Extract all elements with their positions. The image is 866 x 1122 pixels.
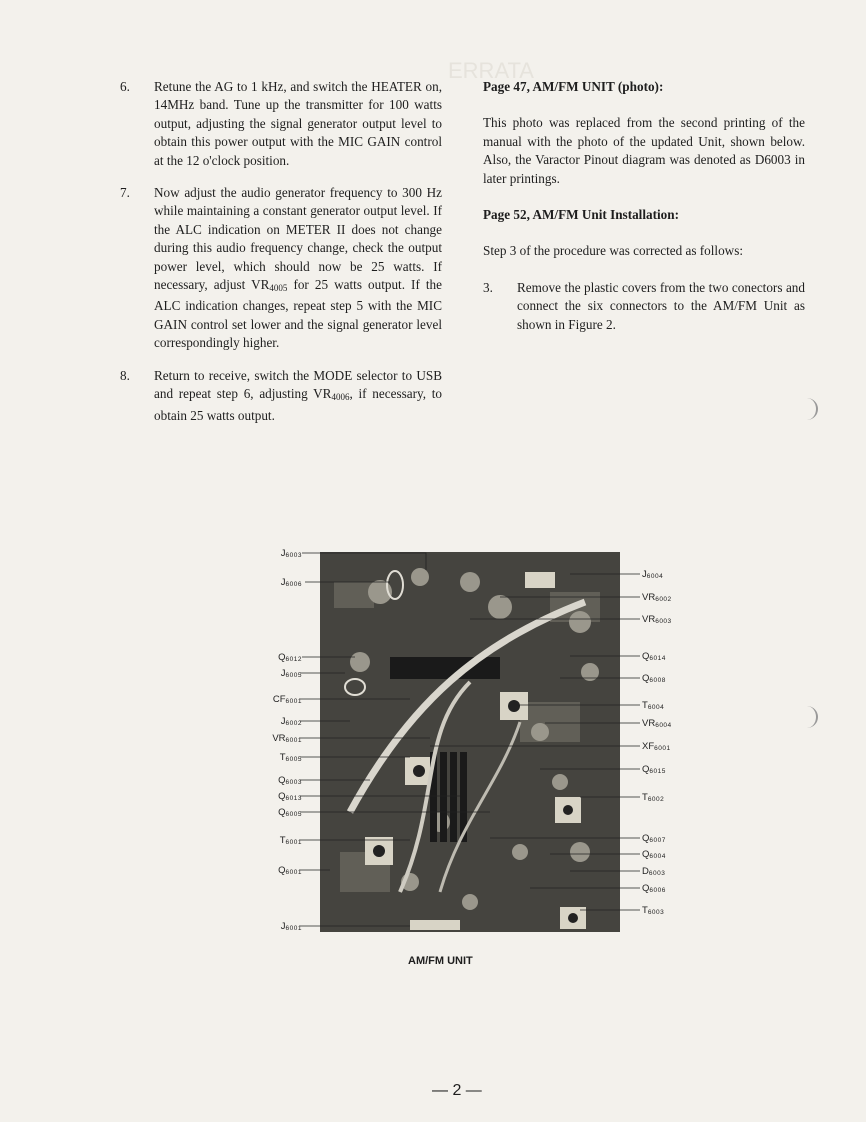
label-number: 6005	[285, 672, 302, 679]
label-base: Q	[278, 791, 286, 802]
label-number: 6004	[649, 853, 666, 860]
label-number: 6003	[647, 909, 665, 916]
label-number: 6013	[285, 795, 302, 802]
procedure-step	[120, 367, 442, 425]
label-base: Q	[642, 651, 650, 662]
label-number: 6006	[649, 887, 666, 894]
label-number: 6008	[649, 677, 666, 684]
step-number: 7.	[120, 185, 130, 201]
label-base: J	[642, 569, 647, 580]
label-base: T	[279, 835, 286, 846]
label-number: 6014	[649, 655, 666, 662]
text-run: Return to receive, switch the MODE selector to USB and repeat step 6, adjusting VR	[154, 367, 442, 402]
label-base: T	[642, 792, 648, 803]
label-base: T	[642, 700, 648, 711]
text-run: Retune the AG to 1 kHz, and switch the HEATER on, 14MHz band. Tune up the transmitter for 100 watts output, adjusting the signal generator output level to obtain this power output with the MIC GAIN control at the 12 o'clock position.	[154, 79, 442, 168]
step-number: 3.	[483, 279, 493, 295]
label-base: Q	[278, 865, 286, 876]
label-number: 6012	[285, 656, 302, 663]
label-base: J	[280, 716, 286, 727]
bleed-through-text: ERRATA	[448, 58, 534, 83]
label-base: XF	[642, 741, 655, 752]
label-number: 6005	[285, 756, 302, 763]
label-base: Q	[642, 673, 650, 684]
binder-hole	[800, 706, 818, 728]
label-number: 6002	[655, 596, 672, 603]
step-number: 8.	[120, 367, 130, 383]
label-number: 6005	[285, 811, 302, 818]
label-number: 6007	[649, 837, 666, 844]
para-step3-intro: Step 3 of the procedure was corrected as follows:	[483, 243, 743, 259]
para-photo-replaced: This photo was replaced from the second printing of the manual with the photo of the updated Unit, shown below. Also, the Varactor Pinout diagram was denoted as D6003 in later printings.	[483, 115, 805, 186]
label-base: J	[280, 921, 286, 932]
subscript: 4005	[269, 283, 288, 294]
label-base: VR	[642, 614, 656, 625]
heading-page-52: Page 52, AM/FM Unit Installation:	[483, 207, 679, 223]
text-run: , if necessary, to obtain 25 watts output.	[154, 386, 442, 423]
label-base: T	[642, 905, 648, 916]
label-base: T	[279, 752, 286, 763]
label-number: 6015	[649, 768, 666, 775]
procedure-step	[120, 78, 442, 170]
heading-page-47: Page 47, AM/FM UNIT (photo):	[483, 79, 664, 94]
corrected-step-3	[483, 279, 805, 334]
subscript: 4006	[331, 392, 350, 403]
label-number: 6003	[655, 618, 672, 625]
label-number: 6001	[285, 925, 302, 932]
label-base: Q	[642, 849, 650, 860]
photo-caption: AM/FM UNIT	[408, 955, 473, 967]
step-text	[154, 367, 442, 425]
label-number: 6001	[285, 698, 302, 705]
label-number: 6001	[654, 745, 671, 752]
label-base: VR	[642, 592, 656, 603]
text-run: for 25 watts output. If the ALC indication changes, repeat step 5 with the MIC GAIN control set lower and the signal generator level correspondingly higher.	[154, 277, 443, 351]
label-base: VR	[642, 718, 656, 729]
label-base: J	[280, 668, 286, 679]
label-base: D	[642, 866, 649, 877]
label-base: VR	[272, 733, 286, 744]
label-number: 6004	[646, 573, 664, 580]
label-base: Q	[278, 652, 286, 663]
label-number: 6004	[647, 704, 665, 711]
procedure-step	[120, 184, 442, 353]
label-base: Q	[642, 833, 650, 844]
step-text	[154, 184, 442, 353]
binder-hole	[800, 398, 818, 420]
callout-lines	[260, 540, 690, 940]
label-number: 6003	[648, 870, 666, 877]
step-text: Remove the plastic covers from the two conectors and connect the six connectors to the AM/FM Unit as shown in Figure 2.	[517, 279, 805, 332]
label-number: 6001	[285, 869, 302, 876]
label-base: J	[280, 577, 286, 588]
label-number: 6001	[285, 839, 302, 846]
label-base: Q	[642, 883, 650, 894]
text-run: Now adjust the audio generator frequency to 300 Hz while maintaining a constant generator output level. If the ALC indication on METER II does not change during this audio frequency change, check the output power level, which should now be 25 watts. If necessary, adjust VR	[154, 185, 442, 293]
right-column	[483, 78, 805, 348]
label-base: J	[280, 548, 286, 559]
label-base: Q	[278, 775, 286, 786]
label-number: 6002	[647, 796, 665, 803]
label-number: 6004	[655, 722, 672, 729]
page-number: — 2 —	[432, 1082, 482, 1099]
am-fm-unit-photo	[260, 540, 690, 940]
label-number: 6001	[285, 737, 302, 744]
step-text	[154, 78, 442, 170]
label-number: 6006	[285, 581, 302, 588]
step-number: 6.	[120, 79, 130, 94]
label-base: Q	[278, 807, 286, 818]
label-number: 6003	[285, 779, 302, 786]
label-number: 6003	[285, 552, 302, 559]
label-base: Q	[642, 764, 650, 775]
label-number: 6002	[285, 720, 302, 727]
label-base: CF	[272, 694, 286, 705]
left-column	[120, 78, 442, 439]
